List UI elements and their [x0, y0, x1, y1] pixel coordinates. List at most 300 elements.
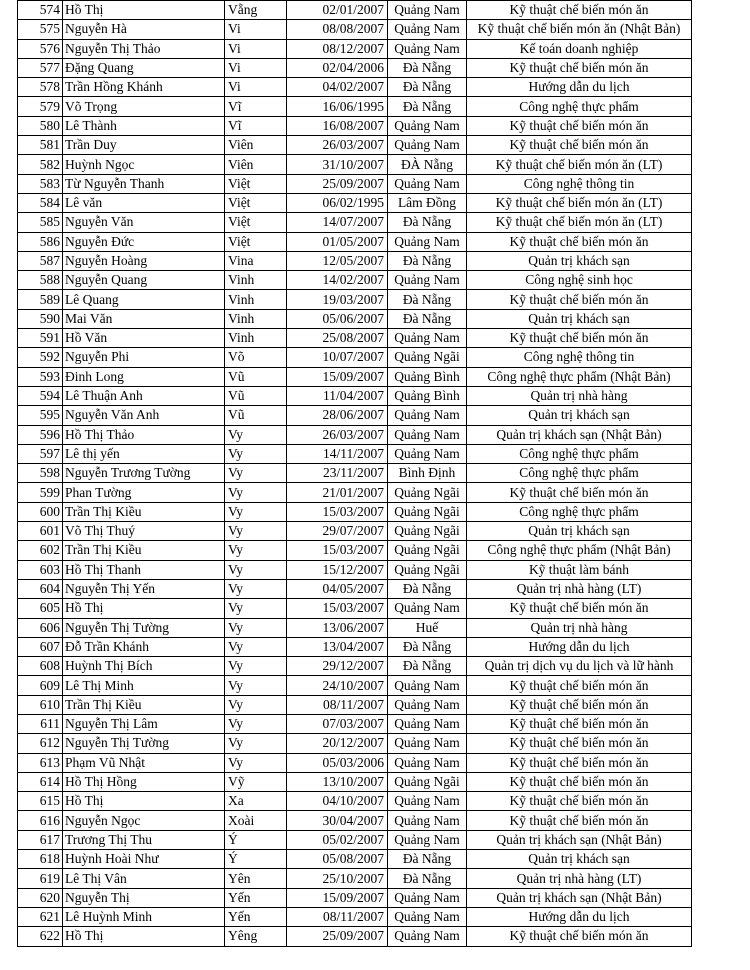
- table-row: [18, 464, 692, 483]
- given-name: Xa: [225, 792, 287, 811]
- family-and-middle-name: Hồ Thị Thanh: [63, 560, 225, 579]
- table-row: [18, 136, 692, 155]
- family-and-middle-name: Huỳnh Thị Bích: [63, 657, 225, 676]
- row-number: 592: [18, 348, 63, 367]
- family-and-middle-name: Huỳnh Hoài Như: [63, 850, 225, 869]
- hometown: Quảng Nam: [388, 20, 467, 39]
- given-name: Việt: [225, 193, 287, 212]
- major: Hướng dẫn du lịch: [467, 907, 692, 926]
- given-name: Yến: [225, 907, 287, 926]
- date-of-birth: 15/09/2007: [287, 888, 388, 907]
- table-row: [18, 58, 692, 77]
- table-row: [18, 927, 692, 946]
- major: Công nghệ thực phẩm: [467, 464, 692, 483]
- row-number: 575: [18, 20, 63, 39]
- major: Quản trị dịch vụ du lịch và lữ hành: [467, 657, 692, 676]
- row-number: 607: [18, 637, 63, 656]
- family-and-middle-name: Trương Thị Thu: [63, 830, 225, 849]
- hometown: Đà Nẵng: [388, 637, 467, 656]
- given-name: Việt: [225, 174, 287, 193]
- table-row: [18, 193, 692, 212]
- date-of-birth: 08/11/2007: [287, 695, 388, 714]
- hometown: Đà Nẵng: [388, 657, 467, 676]
- family-and-middle-name: Đinh Long: [63, 367, 225, 386]
- major: Công nghệ thông tin: [467, 348, 692, 367]
- row-number: 617: [18, 830, 63, 849]
- family-and-middle-name: Hồ Thị: [63, 1, 225, 20]
- hometown: Quảng Ngãi: [388, 541, 467, 560]
- table-row: [18, 869, 692, 888]
- hometown: Quảng Nam: [388, 927, 467, 946]
- major: Kỹ thuật chế biến món ăn: [467, 792, 692, 811]
- given-name: Vỹ: [225, 772, 287, 791]
- table-row: [18, 309, 692, 328]
- date-of-birth: 14/07/2007: [287, 213, 388, 232]
- major: Kỹ thuật chế biến món ăn: [467, 676, 692, 695]
- date-of-birth: 08/11/2007: [287, 907, 388, 926]
- table-row: [18, 20, 692, 39]
- family-and-middle-name: Hồ Thị Hồng: [63, 772, 225, 791]
- table-row: [18, 348, 692, 367]
- date-of-birth: 08/12/2007: [287, 39, 388, 58]
- hometown: Quảng Ngãi: [388, 348, 467, 367]
- family-and-middle-name: Võ Thị Thuý: [63, 522, 225, 541]
- major: Công nghệ thực phẩm (Nhật Bản): [467, 541, 692, 560]
- table-row: [18, 637, 692, 656]
- row-number: 615: [18, 792, 63, 811]
- row-number: 611: [18, 714, 63, 733]
- date-of-birth: 05/02/2007: [287, 830, 388, 849]
- table-row: [18, 155, 692, 174]
- row-number: 580: [18, 116, 63, 135]
- table-row: [18, 39, 692, 58]
- given-name: Võ: [225, 348, 287, 367]
- row-number: 582: [18, 155, 63, 174]
- row-number: 609: [18, 676, 63, 695]
- hometown: ĐÀ Nẵng: [388, 155, 467, 174]
- given-name: Vy: [225, 637, 287, 656]
- major: Công nghệ thông tin: [467, 174, 692, 193]
- major: Kỹ thuật chế biến món ăn: [467, 483, 692, 502]
- hometown: Quảng Nam: [388, 271, 467, 290]
- hometown: Đà Nẵng: [388, 850, 467, 869]
- row-number: 597: [18, 444, 63, 463]
- table-row: [18, 174, 692, 193]
- family-and-middle-name: Nguyễn Thị Tường: [63, 618, 225, 637]
- hometown: Quảng Nam: [388, 136, 467, 155]
- family-and-middle-name: Nguyễn Quang: [63, 271, 225, 290]
- row-number: 574: [18, 1, 63, 20]
- given-name: Ý: [225, 850, 287, 869]
- family-and-middle-name: Nguyễn Thị Thảo: [63, 39, 225, 58]
- date-of-birth: 30/04/2007: [287, 811, 388, 830]
- major: Kỹ thuật chế biến món ăn: [467, 599, 692, 618]
- family-and-middle-name: Huỳnh Ngọc: [63, 155, 225, 174]
- family-and-middle-name: Lê Thị Minh: [63, 676, 225, 695]
- table-row: [18, 367, 692, 386]
- row-number: 622: [18, 927, 63, 946]
- hometown: Đà Nẵng: [388, 290, 467, 309]
- family-and-middle-name: Lê Huỳnh Minh: [63, 907, 225, 926]
- family-and-middle-name: Nguyễn Thị Tường: [63, 734, 225, 753]
- row-number: 584: [18, 193, 63, 212]
- major: Kỹ thuật chế biến món ăn: [467, 136, 692, 155]
- row-number: 612: [18, 734, 63, 753]
- date-of-birth: 08/08/2007: [287, 20, 388, 39]
- major: Kỹ thuật chế biến món ăn: [467, 753, 692, 772]
- student-list-document: [17, 0, 692, 947]
- hometown: Đà Nẵng: [388, 97, 467, 116]
- major: Quản trị khách sạn: [467, 406, 692, 425]
- table-row: [18, 1, 692, 20]
- given-name: Vy: [225, 464, 287, 483]
- table-row: [18, 676, 692, 695]
- major: Quản trị khách sạn: [467, 850, 692, 869]
- table-row: [18, 753, 692, 772]
- date-of-birth: 15/12/2007: [287, 560, 388, 579]
- row-number: 587: [18, 251, 63, 270]
- student-table: [17, 0, 692, 947]
- date-of-birth: 26/03/2007: [287, 425, 388, 444]
- major: Kỹ thuật chế biến món ăn (LT): [467, 155, 692, 174]
- hometown: Đà Nẵng: [388, 579, 467, 598]
- family-and-middle-name: Nguyễn Hoàng: [63, 251, 225, 270]
- given-name: Vy: [225, 714, 287, 733]
- row-number: 613: [18, 753, 63, 772]
- date-of-birth: 21/01/2007: [287, 483, 388, 502]
- family-and-middle-name: Lê Quang: [63, 290, 225, 309]
- date-of-birth: 23/11/2007: [287, 464, 388, 483]
- date-of-birth: 29/07/2007: [287, 522, 388, 541]
- student-table-body: [18, 1, 692, 947]
- table-row: [18, 78, 692, 97]
- row-number: 586: [18, 232, 63, 251]
- major: Kỹ thuật chế biến món ăn: [467, 290, 692, 309]
- family-and-middle-name: Lê văn: [63, 193, 225, 212]
- given-name: Vina: [225, 251, 287, 270]
- row-number: 600: [18, 502, 63, 521]
- table-row: [18, 734, 692, 753]
- table-row: [18, 541, 692, 560]
- date-of-birth: 15/03/2007: [287, 599, 388, 618]
- table-row: [18, 483, 692, 502]
- major: Kỹ thuật chế biến món ăn: [467, 116, 692, 135]
- hometown: Đà Nẵng: [388, 309, 467, 328]
- date-of-birth: 19/03/2007: [287, 290, 388, 309]
- hometown: Quảng Nam: [388, 830, 467, 849]
- major: Công nghệ thực phẩm (Nhật Bản): [467, 367, 692, 386]
- major: Quản trị khách sạn: [467, 309, 692, 328]
- given-name: Vy: [225, 599, 287, 618]
- table-row: [18, 271, 692, 290]
- given-name: Vi: [225, 20, 287, 39]
- major: Quản trị nhà hàng: [467, 618, 692, 637]
- major: Kỹ thuật chế biến món ăn (LT): [467, 193, 692, 212]
- date-of-birth: 04/02/2007: [287, 78, 388, 97]
- family-and-middle-name: Nguyễn Hà: [63, 20, 225, 39]
- hometown: Đà Nẵng: [388, 78, 467, 97]
- row-number: 590: [18, 309, 63, 328]
- family-and-middle-name: Lê thị yến: [63, 444, 225, 463]
- row-number: 578: [18, 78, 63, 97]
- date-of-birth: 05/03/2006: [287, 753, 388, 772]
- family-and-middle-name: Nguyễn Văn Anh: [63, 406, 225, 425]
- given-name: Yên: [225, 869, 287, 888]
- table-row: [18, 772, 692, 791]
- family-and-middle-name: Hồ Văn: [63, 329, 225, 348]
- given-name: Việt: [225, 213, 287, 232]
- hometown: Quảng Nam: [388, 734, 467, 753]
- date-of-birth: 13/06/2007: [287, 618, 388, 637]
- major: Kỹ thuật chế biến món ăn: [467, 1, 692, 20]
- major: Kế toán doanh nghiệp: [467, 39, 692, 58]
- given-name: Vũ: [225, 367, 287, 386]
- table-row: [18, 811, 692, 830]
- family-and-middle-name: Hồ Thị Thảo: [63, 425, 225, 444]
- given-name: Vy: [225, 734, 287, 753]
- row-number: 606: [18, 618, 63, 637]
- date-of-birth: 14/02/2007: [287, 271, 388, 290]
- date-of-birth: 28/06/2007: [287, 406, 388, 425]
- given-name: Vi: [225, 58, 287, 77]
- family-and-middle-name: Hồ Thị: [63, 792, 225, 811]
- table-row: [18, 657, 692, 676]
- hometown: Quảng Nam: [388, 695, 467, 714]
- table-row: [18, 792, 692, 811]
- given-name: Vinh: [225, 290, 287, 309]
- given-name: Vẵng: [225, 1, 287, 20]
- given-name: Vinh: [225, 309, 287, 328]
- given-name: Vy: [225, 579, 287, 598]
- table-row: [18, 695, 692, 714]
- table-row: [18, 618, 692, 637]
- major: Kỹ thuật chế biến món ăn: [467, 329, 692, 348]
- row-number: 620: [18, 888, 63, 907]
- family-and-middle-name: Nguyễn Thị Lâm: [63, 714, 225, 733]
- major: Quản trị khách sạn (Nhật Bản): [467, 425, 692, 444]
- row-number: 595: [18, 406, 63, 425]
- row-number: 621: [18, 907, 63, 926]
- date-of-birth: 20/12/2007: [287, 734, 388, 753]
- major: Quản trị khách sạn (Nhật Bản): [467, 888, 692, 907]
- table-row: [18, 386, 692, 405]
- row-number: 619: [18, 869, 63, 888]
- row-number: 598: [18, 464, 63, 483]
- row-number: 610: [18, 695, 63, 714]
- table-row: [18, 714, 692, 733]
- family-and-middle-name: Nguyễn Đức: [63, 232, 225, 251]
- given-name: Yến: [225, 888, 287, 907]
- hometown: Quảng Ngãi: [388, 522, 467, 541]
- date-of-birth: 26/03/2007: [287, 136, 388, 155]
- row-number: 602: [18, 541, 63, 560]
- given-name: Vĩ: [225, 116, 287, 135]
- major: Kỹ thuật chế biến món ăn (Nhật Bản): [467, 20, 692, 39]
- given-name: Vy: [225, 541, 287, 560]
- hometown: Quảng Bình: [388, 367, 467, 386]
- row-number: 585: [18, 213, 63, 232]
- date-of-birth: 04/10/2007: [287, 792, 388, 811]
- row-number: 608: [18, 657, 63, 676]
- table-row: [18, 425, 692, 444]
- date-of-birth: 16/06/1995: [287, 97, 388, 116]
- table-row: [18, 97, 692, 116]
- given-name: Vũ: [225, 386, 287, 405]
- row-number: 599: [18, 483, 63, 502]
- date-of-birth: 13/04/2007: [287, 637, 388, 656]
- given-name: Viên: [225, 136, 287, 155]
- row-number: 583: [18, 174, 63, 193]
- row-number: 576: [18, 39, 63, 58]
- hometown: Quảng Nam: [388, 1, 467, 20]
- date-of-birth: 07/03/2007: [287, 714, 388, 733]
- given-name: Vĩ: [225, 97, 287, 116]
- family-and-middle-name: Trần Duy: [63, 136, 225, 155]
- hometown: Bình Định: [388, 464, 467, 483]
- date-of-birth: 01/05/2007: [287, 232, 388, 251]
- date-of-birth: 11/04/2007: [287, 386, 388, 405]
- major: Kỹ thuật chế biến món ăn: [467, 811, 692, 830]
- given-name: Vy: [225, 425, 287, 444]
- family-and-middle-name: Trần Thị Kiều: [63, 502, 225, 521]
- major: Kỹ thuật chế biến món ăn: [467, 927, 692, 946]
- family-and-middle-name: Trần Thị Kiều: [63, 695, 225, 714]
- hometown: Quảng Nam: [388, 406, 467, 425]
- major: Công nghệ thực phẩm: [467, 97, 692, 116]
- major: Kỹ thuật chế biến món ăn: [467, 734, 692, 753]
- hometown: Đà Nẵng: [388, 251, 467, 270]
- given-name: Xoài: [225, 811, 287, 830]
- hometown: Huế: [388, 618, 467, 637]
- row-number: 589: [18, 290, 63, 309]
- table-row: [18, 502, 692, 521]
- given-name: Vi: [225, 39, 287, 58]
- table-row: [18, 599, 692, 618]
- hometown: Quảng Nam: [388, 232, 467, 251]
- row-number: 594: [18, 386, 63, 405]
- row-number: 605: [18, 599, 63, 618]
- row-number: 603: [18, 560, 63, 579]
- row-number: 581: [18, 136, 63, 155]
- hometown: Quảng Nam: [388, 907, 467, 926]
- date-of-birth: 25/09/2007: [287, 174, 388, 193]
- given-name: Vy: [225, 483, 287, 502]
- family-and-middle-name: Lê Thuận Anh: [63, 386, 225, 405]
- hometown: Quảng Nam: [388, 174, 467, 193]
- hometown: Quảng Nam: [388, 329, 467, 348]
- row-number: 614: [18, 772, 63, 791]
- hometown: Quảng Nam: [388, 444, 467, 463]
- table-row: [18, 850, 692, 869]
- date-of-birth: 15/09/2007: [287, 367, 388, 386]
- family-and-middle-name: Nguyễn Phi: [63, 348, 225, 367]
- given-name: Vy: [225, 444, 287, 463]
- given-name: Việt: [225, 232, 287, 251]
- row-number: 618: [18, 850, 63, 869]
- major: Kỹ thuật chế biến món ăn: [467, 695, 692, 714]
- row-number: 604: [18, 579, 63, 598]
- family-and-middle-name: Nguyễn Ngọc: [63, 811, 225, 830]
- hometown: Quảng Bình: [388, 386, 467, 405]
- family-and-middle-name: Đặng Quang: [63, 58, 225, 77]
- hometown: Quảng Ngãi: [388, 772, 467, 791]
- hometown: Đà Nẵng: [388, 58, 467, 77]
- family-and-middle-name: Từ Nguyễn Thanh: [63, 174, 225, 193]
- major: Hướng dẫn du lịch: [467, 637, 692, 656]
- given-name: Vy: [225, 560, 287, 579]
- date-of-birth: 06/02/1995: [287, 193, 388, 212]
- table-row: [18, 213, 692, 232]
- table-row: [18, 406, 692, 425]
- table-row: [18, 444, 692, 463]
- given-name: Vinh: [225, 271, 287, 290]
- hometown: Quảng Nam: [388, 792, 467, 811]
- date-of-birth: 12/05/2007: [287, 251, 388, 270]
- given-name: Viên: [225, 155, 287, 174]
- major: Kỹ thuật chế biến món ăn (LT): [467, 213, 692, 232]
- date-of-birth: 31/10/2007: [287, 155, 388, 174]
- row-number: 579: [18, 97, 63, 116]
- given-name: Vy: [225, 753, 287, 772]
- table-row: [18, 560, 692, 579]
- major: Kỹ thuật chế biến món ăn: [467, 714, 692, 733]
- major: Quản trị khách sạn (Nhật Bản): [467, 830, 692, 849]
- row-number: 577: [18, 58, 63, 77]
- date-of-birth: 05/06/2007: [287, 309, 388, 328]
- family-and-middle-name: Trần Thị Kiều: [63, 541, 225, 560]
- given-name: Vy: [225, 618, 287, 637]
- family-and-middle-name: Lê Thị Vân: [63, 869, 225, 888]
- given-name: Vy: [225, 676, 287, 695]
- given-name: Yêng: [225, 927, 287, 946]
- given-name: Vũ: [225, 406, 287, 425]
- family-and-middle-name: Lê Thành: [63, 116, 225, 135]
- major: Quản trị khách sạn: [467, 251, 692, 270]
- table-row: [18, 830, 692, 849]
- family-and-middle-name: Phạm Vũ Nhật: [63, 753, 225, 772]
- hometown: Lâm Đồng: [388, 193, 467, 212]
- major: Kỹ thuật chế biến món ăn: [467, 232, 692, 251]
- date-of-birth: 15/03/2007: [287, 502, 388, 521]
- given-name: Vy: [225, 695, 287, 714]
- hometown: Quảng Nam: [388, 753, 467, 772]
- table-row: [18, 251, 692, 270]
- table-row: [18, 232, 692, 251]
- table-row: [18, 522, 692, 541]
- date-of-birth: 29/12/2007: [287, 657, 388, 676]
- row-number: 593: [18, 367, 63, 386]
- family-and-middle-name: Nguyễn Thị: [63, 888, 225, 907]
- row-number: 616: [18, 811, 63, 830]
- date-of-birth: 05/08/2007: [287, 850, 388, 869]
- major: Kỹ thuật chế biến món ăn: [467, 772, 692, 791]
- table-row: [18, 290, 692, 309]
- date-of-birth: 04/05/2007: [287, 579, 388, 598]
- hometown: Đà Nẵng: [388, 213, 467, 232]
- major: Quản trị nhà hàng (LT): [467, 869, 692, 888]
- date-of-birth: 14/11/2007: [287, 444, 388, 463]
- row-number: 596: [18, 425, 63, 444]
- major: Công nghệ sinh học: [467, 271, 692, 290]
- date-of-birth: 25/09/2007: [287, 927, 388, 946]
- family-and-middle-name: Nguyễn Văn: [63, 213, 225, 232]
- hometown: Quảng Nam: [388, 39, 467, 58]
- major: Công nghệ thực phẩm: [467, 444, 692, 463]
- table-row: [18, 116, 692, 135]
- date-of-birth: 16/08/2007: [287, 116, 388, 135]
- family-and-middle-name: Mai Văn: [63, 309, 225, 328]
- hometown: Quảng Nam: [388, 425, 467, 444]
